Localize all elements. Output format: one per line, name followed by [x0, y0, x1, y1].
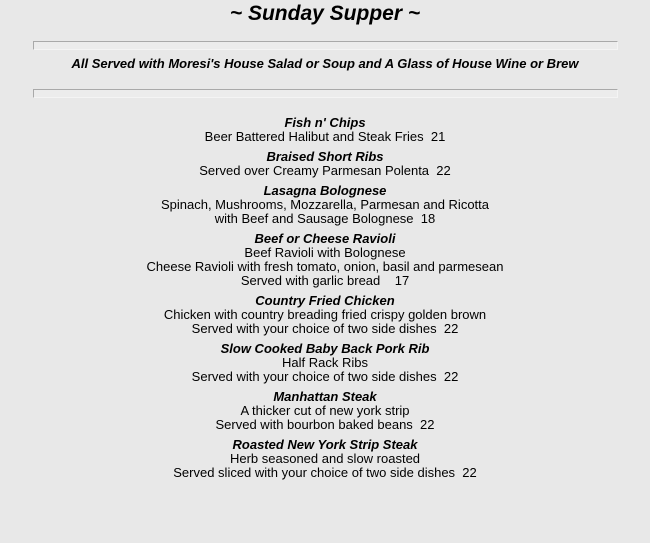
- menu-item: [0, 116, 650, 144]
- menu-item-description: with Beef and Sausage Bolognese 18: [214, 211, 436, 226]
- menu-item-name: Slow Cooked Baby Back Pork Rib: [220, 341, 430, 356]
- menu-item-description: Cheese Ravioli with fresh tomato, onion, basil and parmesean: [146, 259, 504, 274]
- menu-item: [0, 294, 650, 336]
- menu-item-description: Beer Battered Halibut and Steak Fries 21: [204, 129, 446, 144]
- menu-item-description: A thicker cut of new york strip: [240, 403, 410, 418]
- menu-item-description: Served with garlic bread 17: [240, 273, 410, 288]
- menu-item: [0, 184, 650, 226]
- menu-item-name: Manhattan Steak: [273, 389, 377, 404]
- menu-item: [0, 150, 650, 178]
- menu-item-name: Beef or Cheese Ravioli: [254, 231, 396, 246]
- menu-list: [0, 116, 650, 486]
- menu-item-name: Braised Short Ribs: [266, 149, 384, 164]
- horizontal-rule-bottom: [33, 89, 618, 98]
- menu-item-description: Served with bourbon baked beans 22: [215, 417, 435, 432]
- menu-item-name: Roasted New York Strip Steak: [232, 437, 418, 452]
- menu-item: [0, 390, 650, 432]
- menu-item-description: Spinach, Mushrooms, Mozzarella, Parmesan and Ricotta: [160, 197, 490, 212]
- menu-item: [0, 342, 650, 384]
- menu-item-description: Served with your choice of two side dishes 22: [191, 369, 459, 384]
- menu-item-description: Herb seasoned and slow roasted: [229, 451, 421, 466]
- menu-item-description: Beef Ravioli with Bolognese: [244, 245, 406, 260]
- menu-item-name: Country Fried Chicken: [255, 293, 395, 308]
- horizontal-rule-top: [33, 41, 618, 50]
- menu-item-description: Served sliced with your choice of two side dishes 22: [173, 465, 477, 480]
- menu-item-description: Chicken with country breading fried crispy golden brown: [163, 307, 487, 322]
- menu-item-name: Lasagna Bolognese: [263, 183, 387, 198]
- menu-item-description: Served with your choice of two side dishes 22: [191, 321, 459, 336]
- menu-item: [0, 232, 650, 288]
- menu-item-description: Served over Creamy Parmesan Polenta 22: [199, 163, 451, 178]
- menu-item-name: Fish n' Chips: [284, 115, 366, 130]
- menu-subtitle: All Served with Moresi's House Salad or Soup and A Glass of House Wine or Brew: [71, 56, 579, 71]
- menu-item-description: Half Rack Ribs: [282, 355, 368, 370]
- menu-item: [0, 438, 650, 480]
- page-title: ~ Sunday Supper ~: [229, 2, 421, 25]
